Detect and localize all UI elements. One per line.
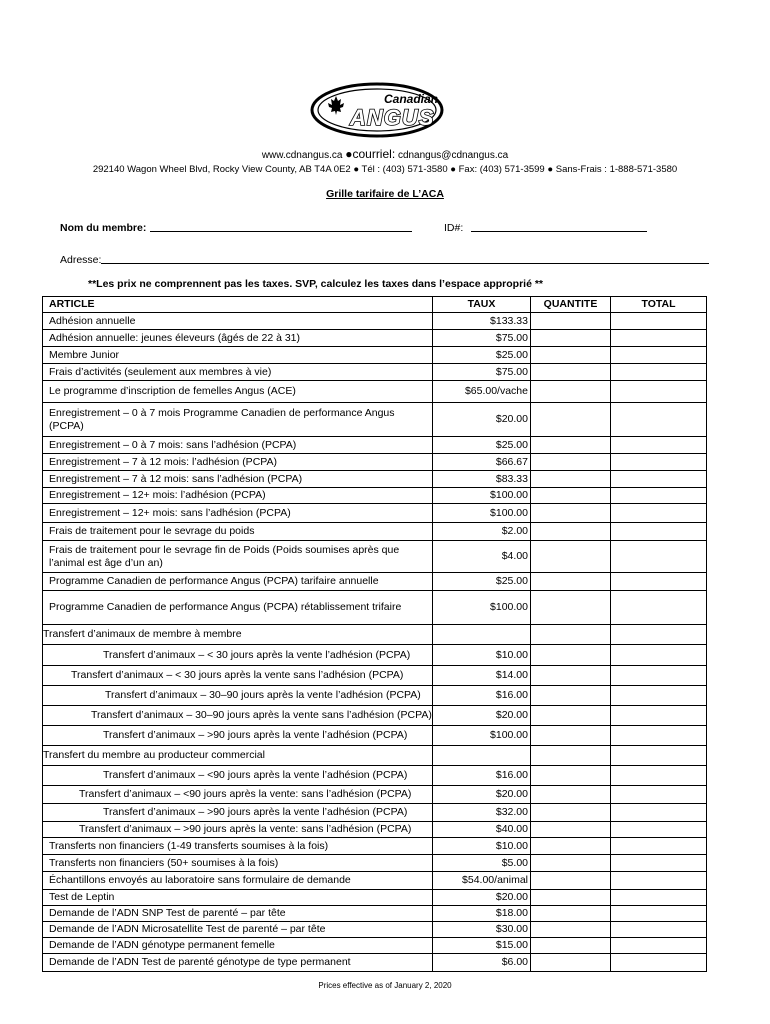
table-row xyxy=(43,890,707,906)
row-rate: $15.00 xyxy=(433,938,531,954)
row-rate: $75.00 xyxy=(433,364,531,381)
table-row xyxy=(43,766,707,786)
row-article: Demande de l’ADN Test de parenté génotype de type permanent xyxy=(43,954,433,972)
header-rate: TAUX xyxy=(433,297,531,313)
table-header-row xyxy=(43,297,707,313)
quantity-cell[interactable] xyxy=(531,591,611,625)
logo-angus-text: ANGUS xyxy=(350,105,435,130)
total-cell[interactable] xyxy=(611,330,707,347)
quantity-cell[interactable] xyxy=(531,381,611,403)
total-cell[interactable] xyxy=(611,381,707,403)
row-article: Demande de l’ADN Microsatellite Test de parenté – par tête xyxy=(43,922,433,938)
total-cell[interactable] xyxy=(611,922,707,938)
total-cell[interactable] xyxy=(611,906,707,922)
quantity-cell[interactable] xyxy=(531,890,611,906)
header-total: TOTAL xyxy=(611,297,707,313)
row-article: Membre Junior xyxy=(43,347,433,364)
total-cell[interactable] xyxy=(611,313,707,330)
row-article: Transfert d’animaux – >90 jours après la vente l’adhésion (PCPA) xyxy=(43,726,433,746)
quantity-cell[interactable] xyxy=(531,523,611,541)
row-rate: $100.00 xyxy=(433,591,531,625)
table-row xyxy=(43,938,707,954)
address-field[interactable] xyxy=(60,254,709,266)
quantity-cell[interactable] xyxy=(531,504,611,523)
row-rate: $30.00 xyxy=(433,922,531,938)
quantity-cell[interactable] xyxy=(531,573,611,591)
row-rate: $10.00 xyxy=(433,838,531,855)
row-rate: $16.00 xyxy=(433,686,531,706)
row-rate: $20.00 xyxy=(433,706,531,726)
total-cell[interactable] xyxy=(611,804,707,822)
table-row xyxy=(43,364,707,381)
quantity-cell[interactable] xyxy=(531,706,611,726)
row-rate xyxy=(433,625,531,645)
quantity-cell[interactable] xyxy=(531,746,611,766)
row-rate: $25.00 xyxy=(433,573,531,591)
table-row xyxy=(43,922,707,938)
footer-note: Prices effective as of January 2, 2020 xyxy=(318,981,452,990)
quantity-cell[interactable] xyxy=(531,938,611,954)
table-row xyxy=(43,591,707,625)
total-cell[interactable] xyxy=(611,766,707,786)
quantity-cell[interactable] xyxy=(531,786,611,804)
quantity-cell[interactable] xyxy=(531,726,611,746)
row-rate: $133.33 xyxy=(433,313,531,330)
table-row xyxy=(43,906,707,922)
total-cell[interactable] xyxy=(611,645,707,666)
table-row xyxy=(43,454,707,471)
table-row xyxy=(43,804,707,822)
table-row xyxy=(43,541,707,573)
quantity-cell[interactable] xyxy=(531,454,611,471)
table-row xyxy=(43,855,707,872)
quantity-cell[interactable] xyxy=(531,625,611,645)
row-article: Adhésion annuelle: jeunes éleveurs (âgés de 22 à 31) xyxy=(43,330,433,347)
table-row xyxy=(43,954,707,972)
row-rate: $83.33 xyxy=(433,471,531,488)
row-rate: $25.00 xyxy=(433,437,531,454)
row-article: Enregistrement – 12+ mois: l’adhésion (PCPA) xyxy=(43,488,433,504)
row-article: Programme Canadien de performance Angus (PCPA) tarifaire annuelle xyxy=(43,573,433,591)
member-name-input-line[interactable] xyxy=(150,231,412,232)
row-rate: $4.00 xyxy=(433,541,531,573)
page-title: Grille tarifaire de L’ACA xyxy=(326,188,444,200)
row-rate: $6.00 xyxy=(433,954,531,972)
total-cell[interactable] xyxy=(611,855,707,872)
total-cell[interactable] xyxy=(611,938,707,954)
quantity-cell[interactable] xyxy=(531,347,611,364)
member-id-input-line[interactable] xyxy=(471,231,647,232)
row-article: Enregistrement – 7 à 12 mois: sans l’adhésion (PCPA) xyxy=(43,471,433,488)
total-cell[interactable] xyxy=(611,726,707,746)
row-article: Transfert d’animaux de membre à membre xyxy=(43,625,433,645)
total-cell[interactable] xyxy=(611,403,707,437)
quantity-cell[interactable] xyxy=(531,855,611,872)
row-article: Le programme d’inscription de femelles Angus (ACE) xyxy=(43,381,433,403)
total-cell[interactable] xyxy=(611,364,707,381)
row-article: Transferts non financiers (50+ soumises à la fois) xyxy=(43,855,433,872)
total-cell[interactable] xyxy=(611,706,707,726)
total-cell[interactable] xyxy=(611,591,707,625)
row-article: Programme Canadien de performance Angus (PCPA) rétablissement trifaire xyxy=(43,591,433,625)
fee-table xyxy=(42,296,707,972)
row-article: Adhésion annuelle xyxy=(43,313,433,330)
row-article: Transfert d’animaux – >90 jours après la vente: sans l’adhésion (PCPA) xyxy=(43,822,433,838)
row-article: Transfert d’animaux – < 30 jours après la vente l’adhésion (PCPA) xyxy=(43,645,433,666)
row-article: Test de Leptin xyxy=(43,890,433,906)
row-rate: $65.00/vache xyxy=(433,381,531,403)
quantity-cell[interactable] xyxy=(531,838,611,855)
table-row xyxy=(43,381,707,403)
row-rate: $20.00 xyxy=(433,786,531,804)
row-article: Transfert d’animaux – <90 jours après la vente l’adhésion (PCPA) xyxy=(43,766,433,786)
total-cell[interactable] xyxy=(611,471,707,488)
table-row xyxy=(43,313,707,330)
table-row xyxy=(43,726,707,746)
row-rate: $75.00 xyxy=(433,330,531,347)
row-rate: $20.00 xyxy=(433,403,531,437)
quantity-cell[interactable] xyxy=(531,954,611,972)
row-rate: $32.00 xyxy=(433,804,531,822)
address-line: 292140 Wagon Wheel Blvd, Rocky View County, AB T4A 0E2 ● Tél : (403) 571-3580 ● Fax: (403) 571-3599 ● Sans-Frais : 1-888-571-3580 xyxy=(92,164,678,175)
total-cell[interactable] xyxy=(611,541,707,573)
quantity-cell[interactable] xyxy=(531,922,611,938)
row-rate: $10.00 xyxy=(433,645,531,666)
quantity-cell[interactable] xyxy=(531,766,611,786)
table-row xyxy=(43,347,707,364)
table-row xyxy=(43,573,707,591)
header-article: ARTICLE xyxy=(43,297,433,313)
contact-line: www.cdnangus.ca ●courriel: cdnangus@cdnangus.ca xyxy=(261,147,509,161)
row-article: Échantillons envoyés au laboratoire sans formulaire de demande xyxy=(43,872,433,890)
table-row xyxy=(43,403,707,437)
table-row xyxy=(43,666,707,686)
quantity-cell[interactable] xyxy=(531,437,611,454)
row-article: Enregistrement – 0 à 7 mois Programme Canadien de performance Angus (PCPA) xyxy=(43,403,433,437)
total-cell[interactable] xyxy=(611,890,707,906)
row-rate: $100.00 xyxy=(433,726,531,746)
row-rate: $40.00 xyxy=(433,822,531,838)
table-row xyxy=(43,822,707,838)
quantity-cell[interactable] xyxy=(531,645,611,666)
table-row xyxy=(43,504,707,523)
address-input-line[interactable] xyxy=(101,263,709,264)
table-row xyxy=(43,523,707,541)
table-row xyxy=(43,330,707,347)
total-cell[interactable] xyxy=(611,504,707,523)
row-article: Transfert d’animaux – <90 jours après la vente: sans l’adhésion (PCPA) xyxy=(43,786,433,804)
table-row xyxy=(43,838,707,855)
canadian-angus-logo xyxy=(310,82,445,138)
total-cell[interactable] xyxy=(611,625,707,645)
quantity-cell[interactable] xyxy=(531,872,611,890)
row-article: Frais d’activités (seulement aux membres à vie) xyxy=(43,364,433,381)
quantity-cell[interactable] xyxy=(531,541,611,573)
logo-canadian-text: Canadian xyxy=(384,92,439,106)
website-link[interactable]: www.cdnangus.ca xyxy=(261,150,343,161)
total-cell[interactable] xyxy=(611,437,707,454)
total-cell[interactable] xyxy=(611,786,707,804)
total-cell[interactable] xyxy=(611,573,707,591)
table-row xyxy=(43,625,707,645)
table-row xyxy=(43,706,707,726)
table-row xyxy=(43,686,707,706)
quantity-cell[interactable] xyxy=(531,686,611,706)
member-id-label: ID#: xyxy=(444,222,464,234)
row-article: Transfert d’animaux – >90 jours après la vente l’adhésion (PCPA) xyxy=(43,804,433,822)
total-cell[interactable] xyxy=(611,746,707,766)
quantity-cell[interactable] xyxy=(531,471,611,488)
total-cell[interactable] xyxy=(611,454,707,471)
row-article: Transfert d’animaux – 30–90 jours après la vente l’adhésion (PCPA) xyxy=(43,686,433,706)
member-name-field[interactable] xyxy=(60,222,412,234)
email-link[interactable]: cdnangus@cdnangus.ca xyxy=(397,150,509,161)
total-cell[interactable] xyxy=(611,523,707,541)
quantity-cell[interactable] xyxy=(531,822,611,838)
member-id-field[interactable] xyxy=(444,222,647,234)
member-name-label: Nom du membre: xyxy=(60,222,147,234)
quantity-cell[interactable] xyxy=(531,364,611,381)
total-cell[interactable] xyxy=(611,822,707,838)
header-quantity: QUANTITE xyxy=(531,297,611,313)
quantity-cell[interactable] xyxy=(531,804,611,822)
table-row xyxy=(43,488,707,504)
row-article: Transfert d’animaux – < 30 jours après la vente sans l’adhésion (PCPA) xyxy=(43,666,433,686)
table-row xyxy=(43,645,707,666)
address-label: Adresse: xyxy=(60,254,102,266)
tax-note: **Les prix ne comprennent pas les taxes. SVP, calculez les taxes dans l’espace approprié ** xyxy=(88,278,544,290)
maple-leaf-icon xyxy=(328,96,344,115)
row-article: Transfert du membre au producteur commercial xyxy=(43,746,433,766)
quantity-cell[interactable] xyxy=(531,488,611,504)
row-rate: $5.00 xyxy=(433,855,531,872)
row-article: Enregistrement – 7 à 12 mois: l’adhésion (PCPA) xyxy=(43,454,433,471)
row-rate: $25.00 xyxy=(433,347,531,364)
row-rate xyxy=(433,746,531,766)
row-article: Frais de traitement pour le sevrage fin de Poids (Poids soumises après que l’animal est âge d’un an) xyxy=(43,541,433,573)
row-article: Transferts non financiers (1-49 transferts soumises à la fois) xyxy=(43,838,433,855)
total-cell[interactable] xyxy=(611,954,707,972)
quantity-cell[interactable] xyxy=(531,330,611,347)
row-article: Enregistrement – 0 à 7 mois: sans l’adhésion (PCPA) xyxy=(43,437,433,454)
table-row xyxy=(43,746,707,766)
row-rate: $2.00 xyxy=(433,523,531,541)
row-article: Transfert d’animaux – 30–90 jours après la vente sans l’adhésion (PCPA) xyxy=(43,706,433,726)
total-cell[interactable] xyxy=(611,666,707,686)
table-row xyxy=(43,471,707,488)
row-article: Demande de l’ADN SNP Test de parenté – par tête xyxy=(43,906,433,922)
row-rate: $100.00 xyxy=(433,488,531,504)
quantity-cell[interactable] xyxy=(531,666,611,686)
row-rate: $18.00 xyxy=(433,906,531,922)
table-row xyxy=(43,872,707,890)
total-cell[interactable] xyxy=(611,347,707,364)
row-article: Demande de l’ADN génotype permanent femelle xyxy=(43,938,433,954)
email-label: courriel: xyxy=(352,147,396,161)
total-cell[interactable] xyxy=(611,488,707,504)
quantity-cell[interactable] xyxy=(531,313,611,330)
total-cell[interactable] xyxy=(611,872,707,890)
row-rate: $66.67 xyxy=(433,454,531,471)
row-article: Enregistrement – 12+ mois: sans l’adhésion (PCPA) xyxy=(43,504,433,523)
row-rate: $20.00 xyxy=(433,890,531,906)
quantity-cell[interactable] xyxy=(531,403,611,437)
table-row xyxy=(43,786,707,804)
row-rate: $100.00 xyxy=(433,504,531,523)
row-rate: $54.00/animal xyxy=(433,872,531,890)
total-cell[interactable] xyxy=(611,686,707,706)
row-rate: $14.00 xyxy=(433,666,531,686)
row-article: Frais de traitement pour le sevrage du poids xyxy=(43,523,433,541)
quantity-cell[interactable] xyxy=(531,906,611,922)
row-rate: $16.00 xyxy=(433,766,531,786)
table-row xyxy=(43,437,707,454)
total-cell[interactable] xyxy=(611,838,707,855)
